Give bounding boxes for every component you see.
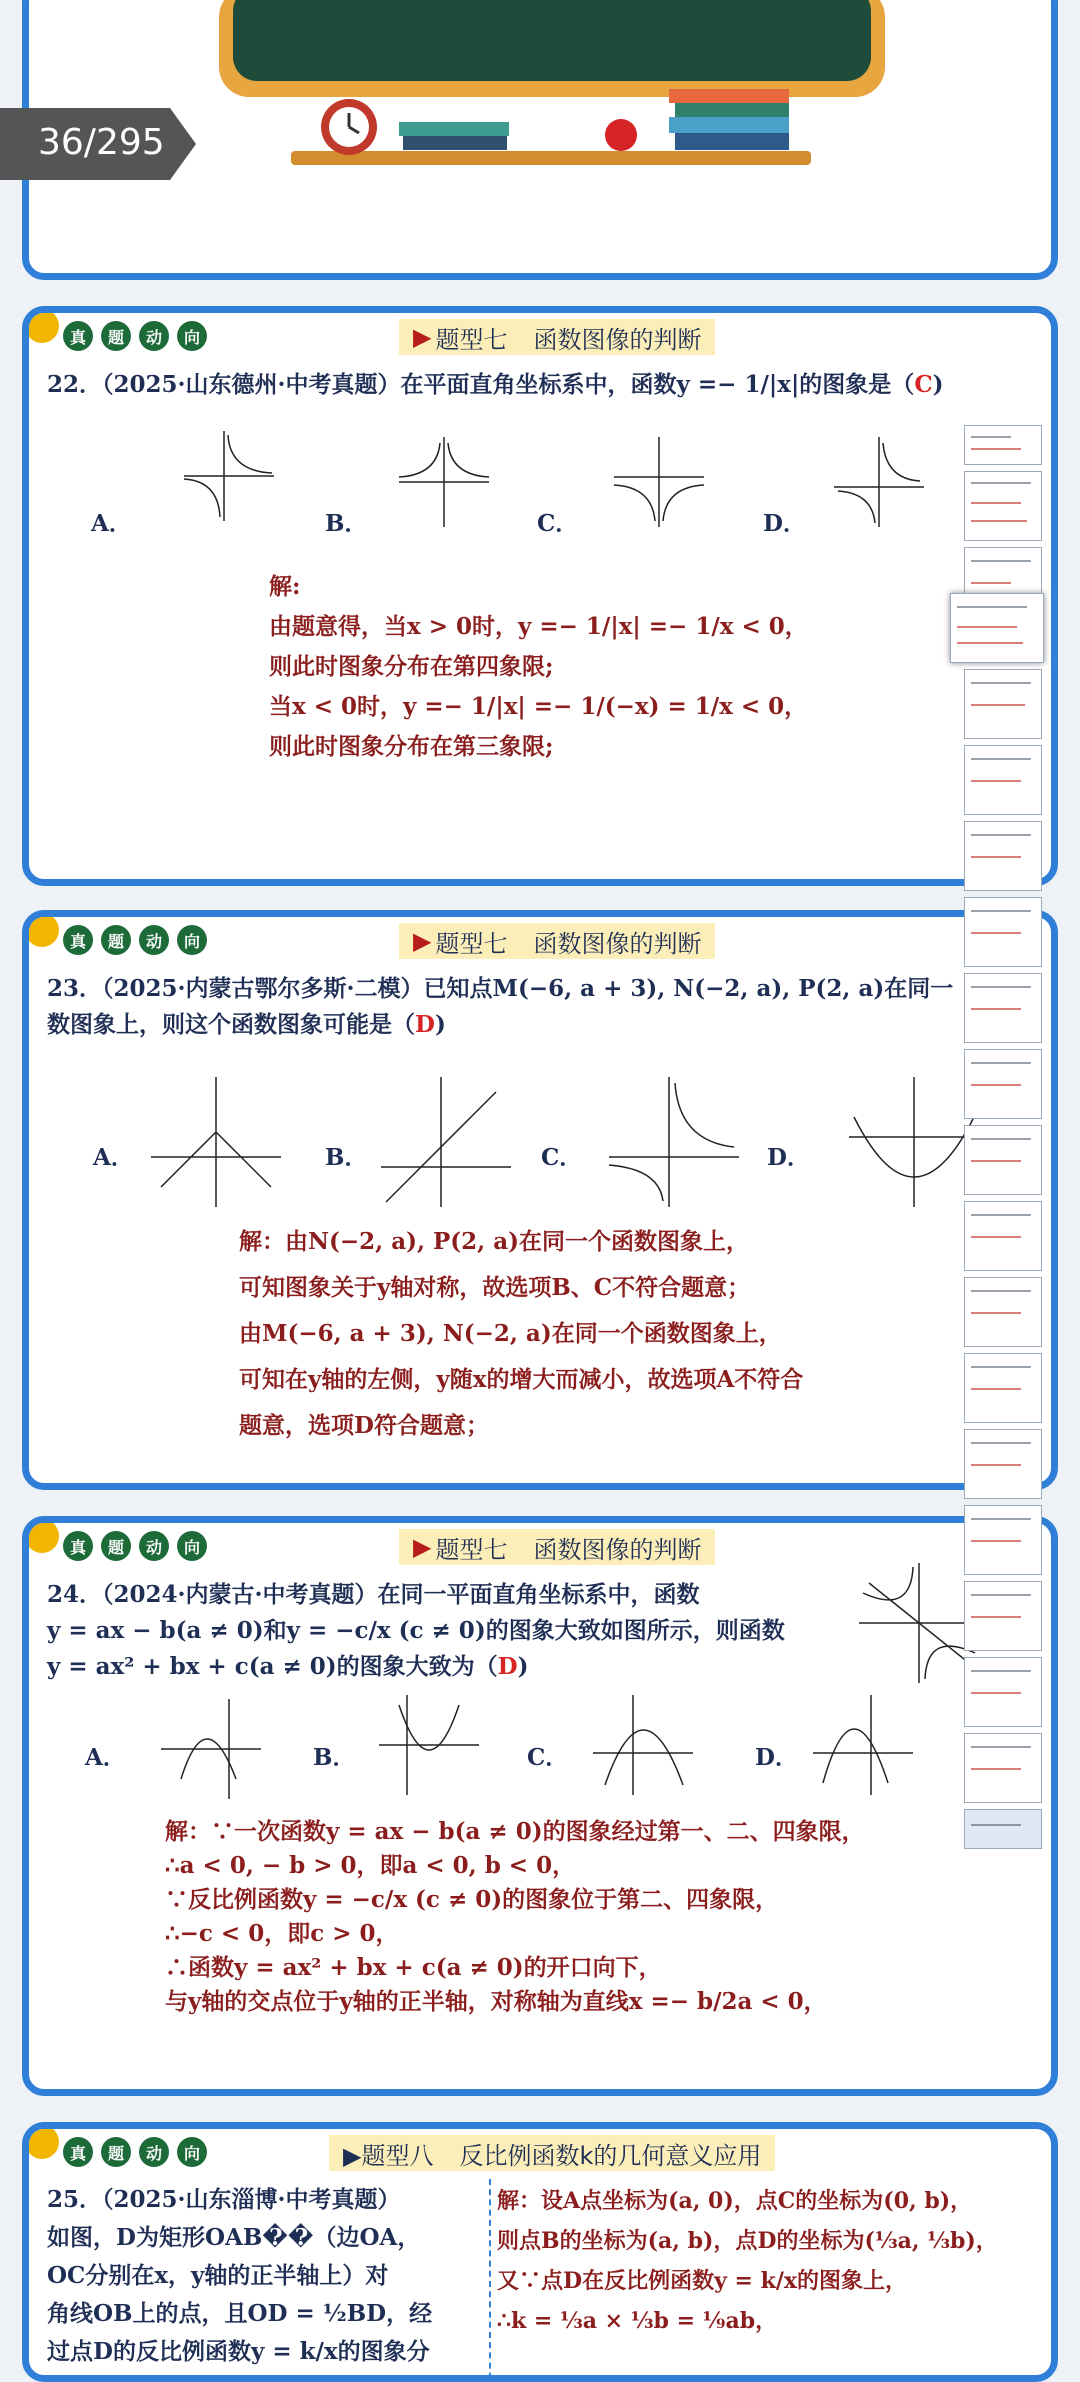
graph-option-d	[834, 437, 924, 527]
solution-line: 解：由N(−2, a), P(2, a)在同一个函数图象上，	[239, 1228, 749, 1255]
question-line: 如图，D为矩形OAB��（边OA，	[47, 2224, 421, 2251]
question-type-banner	[399, 319, 715, 355]
solution-block	[269, 567, 808, 767]
option-b-label: B．	[325, 1144, 368, 1171]
thumbnail-page[interactable]	[964, 1581, 1042, 1651]
solution-block	[497, 2181, 998, 2341]
option-a-label: A．	[91, 510, 132, 537]
tag-xiang: 向	[177, 1531, 207, 1561]
solution-line: 由题意得，当x > 0时，y =− 1/|x| =− 1/x < 0，	[269, 613, 808, 640]
question-card-25	[22, 2122, 1058, 2382]
page-indicator	[0, 108, 196, 180]
banner-title: 函数图像的判断	[533, 325, 702, 354]
thumbnail-page[interactable]	[964, 1505, 1042, 1575]
question-type-banner	[399, 923, 715, 959]
solution-line: 可知在y轴的左侧，y随x的增大而减小，故选项A不符合	[239, 1366, 804, 1393]
option-d-label: D．	[767, 1144, 810, 1171]
solution-line: 则此时图象分布在第四象限;	[269, 653, 554, 680]
play-icon: ▶	[413, 323, 432, 351]
option-c-label: C．	[527, 1744, 569, 1771]
question-line: 25．（2025·山东淄博·中考真题）	[47, 2186, 401, 2213]
question-text	[47, 1577, 785, 1685]
graph-option-d	[813, 1695, 913, 1795]
question-line-text: 数图象上，则这个函数图象可能是（	[47, 1011, 415, 1038]
question-type-banner	[329, 2135, 775, 2171]
question-card-24	[22, 1516, 1058, 2096]
solution-line: 解：∵一次函数y = ax − b(a ≠ 0)的图象经过第一、二、四象限，	[165, 1818, 865, 1845]
answer-close: )	[932, 371, 944, 398]
question-line: 角线OB上的点，且OD = ½BD，经	[47, 2300, 433, 2327]
corner-dot	[25, 913, 59, 947]
question-line: 24．（2024·内蒙古·中考真题）在同一平面直角坐标系中，函数	[47, 1581, 700, 1608]
graph-option-d	[849, 1077, 979, 1207]
thumbnail-page[interactable]	[964, 1277, 1042, 1347]
graph-option-a	[161, 1699, 261, 1799]
thumbnail-page[interactable]	[964, 1049, 1042, 1119]
question-line: OC分别在x，y轴的正半轴上）对	[47, 2262, 389, 2289]
thumbnail-page[interactable]	[964, 821, 1042, 891]
tag-xiang: 向	[177, 2137, 207, 2167]
solution-line: ∴k = ⅓a × ⅓b = ⅑ab，	[497, 2308, 778, 2334]
corner-dot	[25, 1519, 59, 1553]
solution-line: 与y轴的交点位于y轴的正半轴，对称轴为直线x =− b/2a < 0，	[165, 1988, 827, 2015]
graph-option-a	[184, 431, 274, 521]
question-text	[47, 2181, 432, 2371]
question-line: 23．（2025·内蒙古鄂尔多斯·二模）已知点M(−6, a + 3), N(−2, a), P(2, a)在同一	[47, 975, 954, 1002]
tag-dong: 动	[139, 925, 169, 955]
option-a-label: A．	[93, 1144, 134, 1171]
question-text	[47, 971, 953, 1043]
option-d-label: D．	[763, 510, 806, 537]
solution-line: 由M(−6, a + 3), N(−2, a)在同一个函数图象上，	[239, 1320, 782, 1347]
tag-zhen: 真	[63, 2137, 93, 2167]
tag-dong: 动	[139, 2137, 169, 2167]
thumbnail-page-current[interactable]	[950, 593, 1044, 663]
banner-type: 题型七	[435, 929, 508, 958]
play-icon: ▶	[413, 927, 432, 955]
tag-ti: 题	[101, 1531, 131, 1561]
question-line-text: y = ax² + bx + c(a ≠ 0)的图象大致为（	[47, 1653, 498, 1680]
tag-dong: 动	[139, 1531, 169, 1561]
solution-line: ∵反比例函数y = −c/x (c ≠ 0)的图象位于第二、四象限，	[165, 1886, 779, 1913]
header-tags	[63, 321, 207, 351]
page-indicator-text: 36/295	[38, 122, 165, 163]
corner-dot	[25, 2125, 59, 2159]
solution-line: 当x < 0时，y =− 1/|x| =− 1/(−x) = 1/x < 0，	[269, 693, 808, 720]
tag-ti: 题	[101, 2137, 131, 2167]
thumbnail-page[interactable]	[964, 1429, 1042, 1499]
tag-xiang: 向	[177, 321, 207, 351]
option-d-label: D．	[755, 1744, 798, 1771]
tag-zhen: 真	[63, 925, 93, 955]
question-card-23	[22, 910, 1058, 1490]
play-icon: ▶	[413, 1533, 432, 1561]
thumbnail-page[interactable]	[964, 1201, 1042, 1271]
graph-option-b	[399, 437, 489, 527]
solution-line: 解：设A点坐标为(a, 0)，点C的坐标为(0, b)，	[497, 2188, 973, 2214]
banner-title: 函数图像的判断	[533, 929, 702, 958]
header-tags	[63, 1531, 207, 1561]
banner-type: ▶题型八	[343, 2141, 434, 2170]
thumbnail-page[interactable]	[964, 1809, 1042, 1849]
column-divider	[489, 2179, 491, 2382]
thumbnail-page[interactable]	[964, 425, 1042, 465]
answer-close: )	[434, 1011, 446, 1038]
question-text	[47, 367, 944, 403]
question-line: y = ax − b(a ≠ 0)和y = −c/x (c ≠ 0)的图象大致如图所示，则函数	[47, 1617, 785, 1644]
tag-ti: 题	[101, 321, 131, 351]
answer-letter: C	[914, 371, 933, 398]
question-line	[47, 1649, 785, 1685]
banner-type: 题型七	[435, 325, 508, 354]
thumbnail-page[interactable]	[964, 1657, 1042, 1727]
tag-zhen: 真	[63, 321, 93, 351]
banner-title: 函数图像的判断	[533, 1535, 702, 1564]
tag-dong: 动	[139, 321, 169, 351]
solution-block	[239, 1219, 803, 1449]
banner-title: 反比例函数k的几何意义应用	[459, 2141, 762, 2170]
question-type-banner	[399, 1529, 715, 1565]
solution-line: 题意，选项D符合题意；	[239, 1412, 489, 1439]
question-line: 过点D的反比例函数y = k/x的图象分	[47, 2338, 430, 2365]
solution-line: 则点B的坐标为(a, b)，点D的坐标为(⅓a, ⅓b)，	[497, 2228, 998, 2254]
thumbnail-page[interactable]	[964, 669, 1042, 739]
solution-line: 可知图象关于y轴对称，故选项B、C不符合题意；	[239, 1274, 751, 1301]
thumbnail-page[interactable]	[964, 897, 1042, 967]
question-stem: 22．（2025·山东德州·中考真题）在平面直角坐标系中，函数y =− 1/|x|的图象是（	[47, 371, 915, 398]
option-b-label: B．	[325, 510, 368, 537]
header-tags	[63, 2137, 207, 2167]
solution-line: 解:	[269, 573, 301, 600]
banner-type: 题型七	[435, 1535, 508, 1564]
thumbnail-page[interactable]	[964, 973, 1042, 1043]
thumbnail-page[interactable]	[964, 1125, 1042, 1195]
thumbnail-page[interactable]	[964, 1733, 1042, 1803]
given-graph	[859, 1563, 979, 1683]
thumbnail-page[interactable]	[964, 745, 1042, 815]
page-thumbnail-strip[interactable]	[964, 425, 1044, 1915]
tag-ti: 题	[101, 925, 131, 955]
solution-line: ∴函数y = ax² + bx + c(a ≠ 0)的开口向下，	[165, 1954, 662, 1981]
graph-option-a	[151, 1077, 281, 1207]
thumbnail-page[interactable]	[964, 471, 1042, 541]
answer-letter: D	[497, 1653, 518, 1680]
question-card-22	[22, 306, 1058, 886]
graph-option-b	[379, 1695, 479, 1795]
graph-option-b	[381, 1077, 511, 1207]
option-c-label: C．	[537, 510, 579, 537]
header-tags	[63, 925, 207, 955]
solution-block	[165, 1815, 865, 2019]
solution-line: 又∵点D在反比例函数y = k/x的图象上，	[497, 2268, 908, 2294]
option-b-label: B．	[313, 1744, 356, 1771]
solution-line: ∴−c < 0，即c > 0，	[165, 1920, 399, 1947]
graph-option-c	[593, 1695, 693, 1795]
option-c-label: C．	[541, 1144, 583, 1171]
answer-close: )	[517, 1653, 529, 1680]
option-a-label: A．	[85, 1744, 126, 1771]
solution-line: ∴a < 0, − b > 0，即a < 0, b < 0，	[165, 1852, 576, 1879]
tag-zhen: 真	[63, 1531, 93, 1561]
corner-dot	[25, 309, 59, 343]
graph-option-c	[614, 437, 704, 527]
solution-line: 则此时图象分布在第三象限;	[269, 733, 554, 760]
question-line	[47, 1007, 953, 1043]
tag-xiang: 向	[177, 925, 207, 955]
answer-letter: D	[415, 1011, 435, 1038]
thumbnail-page[interactable]	[964, 1353, 1042, 1423]
graph-option-c	[609, 1077, 739, 1207]
